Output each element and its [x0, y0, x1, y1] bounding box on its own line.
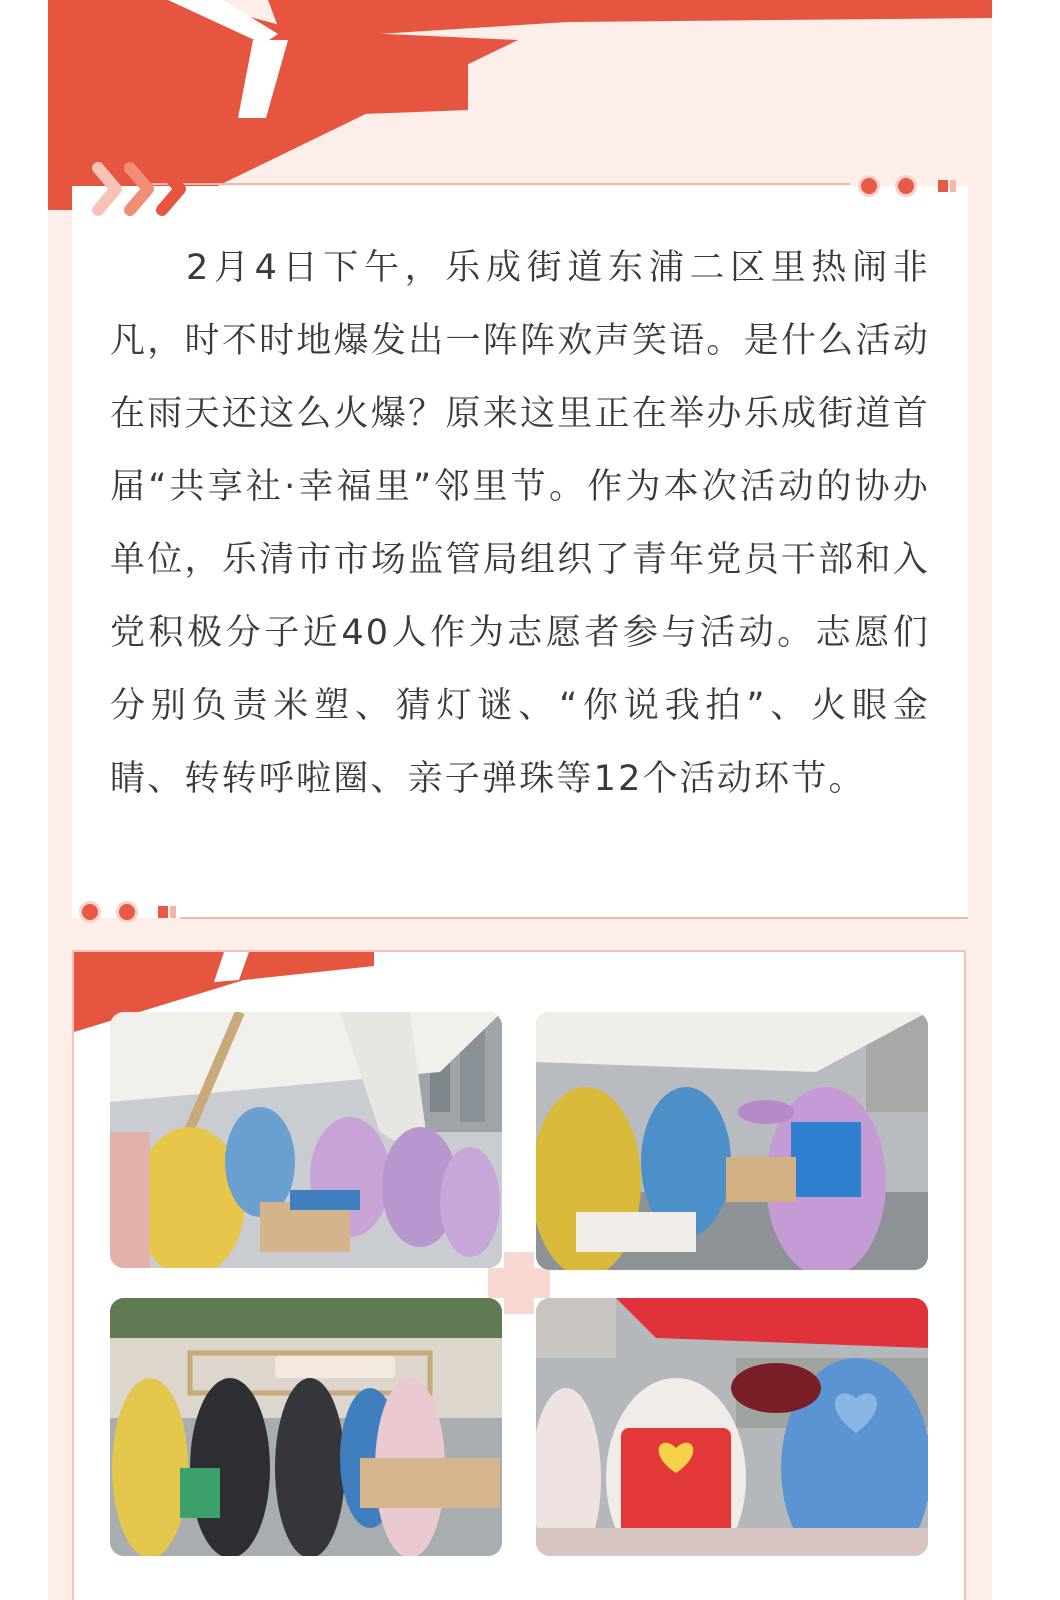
- square-icon: [950, 180, 956, 192]
- dot-icon: [898, 178, 914, 194]
- square-icon: [158, 906, 168, 918]
- chevron-right-icon: [92, 162, 200, 216]
- square-icon: [170, 906, 176, 918]
- top-divider: [150, 183, 850, 185]
- volunteers-distributing-bags-photo: [110, 1012, 502, 1268]
- square-icon: [938, 180, 948, 192]
- dot-icon: [861, 178, 877, 194]
- volunteers-at-stall-photo: [110, 1298, 502, 1556]
- party-volunteer-red-vest-photo: [536, 1298, 928, 1556]
- bottom-divider: [180, 917, 968, 919]
- dot-icon: [82, 904, 98, 920]
- volunteer-handing-blue-bag-photo: [536, 1012, 928, 1270]
- dot-icon: [119, 904, 135, 920]
- article-paragraph: 2月4日下午，乐成街道东浦二区里热闹非凡，时不时地爆发出一阵阵欢声笑语。是什么活动在雨天还这么火爆？原来这里正在举办乐成街道首届“共享社·幸福里”邻里节。作为本次活动的协办单位，乐清市市场监管局组织了青年党员干部和入党积极分子近40人作为志愿者参与活动。志愿们分别负责米塑、猜灯谜、“你说我拍”、火眼金睛、转转呼啦圈、亲子弹珠等12个活动环节。: [110, 248, 930, 799]
